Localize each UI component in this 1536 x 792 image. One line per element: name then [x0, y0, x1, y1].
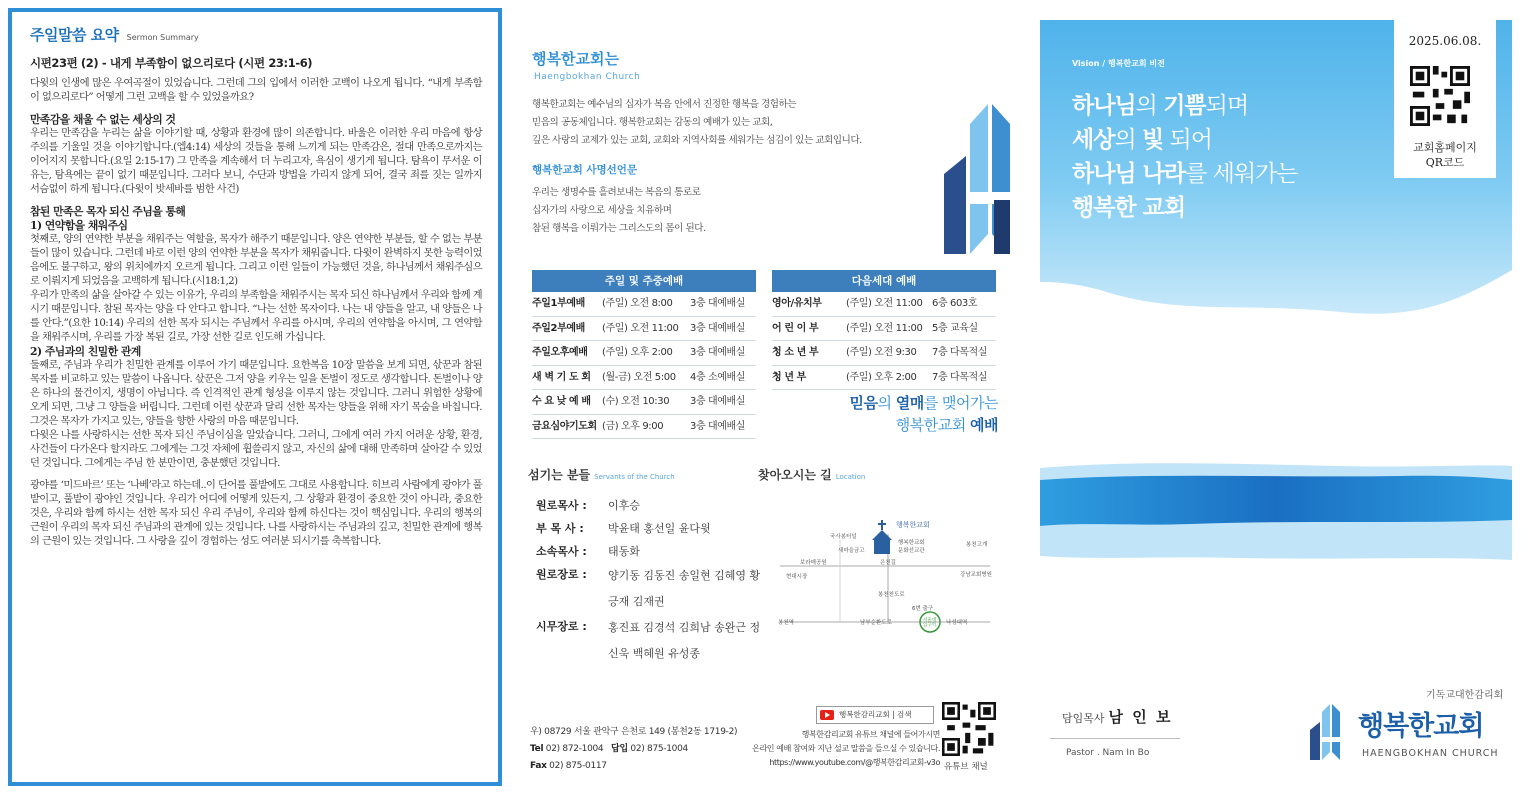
youtube-info: 행복한감리교회 유튜브 채널에 들어가시면 온라인 예배 참여와 지난 설교 말씀을 들으실 수 있습니다. https://www.youtube.com/@행복한감리교회-v3o [720, 728, 940, 770]
fax-line: Fax 02) 875-0117 [530, 761, 607, 771]
youtube-icon [820, 710, 834, 720]
homepage-qr-card[interactable] [1394, 20, 1496, 178]
church-logo-icon [1308, 704, 1352, 760]
table-row: 새 벽 기 도 회 (월-금) 오전 5:00 4층 소예배실 [532, 366, 756, 391]
sermon-header [30, 24, 482, 45]
denomination: 기독교대한감리회 [1426, 690, 1504, 701]
mission-statement [532, 184, 862, 238]
senior-pastor: 담임목사 남 인 보 [1062, 708, 1173, 726]
table-row: 주일2부예배 (주일) 오전 11:00 3층 대예배실 [532, 317, 756, 342]
church-logo-graphic [940, 104, 1020, 254]
staff-list [536, 494, 766, 667]
youtube-qr-caption: 유튜브 채널 [944, 762, 988, 772]
servants-title: 섬기는 분들 Servants of the Church [528, 468, 675, 482]
next-generation-header: 다음세대 예배 [772, 270, 996, 292]
sermon-heading-2: 참된 만족은 목자 되신 주님을 통해 [30, 205, 186, 218]
homepage-qr-caption: 교회홈페이지 QR코드 [1413, 141, 1477, 169]
map-label-station: 서울대입구역 [923, 618, 937, 628]
sermon-subtitle: Sermon Summary [126, 33, 199, 42]
map-label-church: 행복한교회 [896, 521, 930, 529]
table-row: 어 린 이 부 (주일) 오전 11:00 5층 교육실 [772, 317, 996, 342]
worship-schedule-table [532, 270, 756, 439]
map-label: 현대시장 [786, 574, 808, 580]
intro-line: 믿음의 공동체입니다. 행복한교회는 감동의 예배가 있는 교회, [532, 117, 773, 128]
sermon-reference: 시편23편 (2) - 내게 부족함이 없으리로다 (시편 23:1-6) [30, 56, 313, 70]
table-row: 청 소 년 부 (주일) 오전 9:30 7층 다목적실 [772, 341, 996, 366]
staff-row: 원로목사 : 이후승 [536, 499, 640, 512]
mission-line: 우리는 생명수를 흘려보내는 복음의 통로로 [532, 187, 701, 198]
info-brand: 행복한교회는 [532, 50, 619, 68]
church-intro [532, 96, 912, 150]
youtube-link[interactable]: https://www.youtube.com/@행복한감리교회-v3o [769, 758, 940, 767]
map-label: 문화선교관 [898, 548, 925, 554]
map-label: 새마을금고 [838, 548, 865, 554]
church-name: 행복한교회 [1358, 711, 1484, 742]
senior-pastor-english: Pastor . Nam In Bo [1066, 748, 1150, 758]
vision-line-2: 세상의 빛 되어 [1072, 127, 1212, 153]
vision-line-3: 하나님 나라를 세워가는 [1072, 161, 1298, 187]
sermon-heading-1: 만족감을 채울 수 없는 세상의 것 [30, 113, 176, 126]
worship-slogan: 믿음의 열매를 맺어가는 행복한교회 예배 [849, 394, 998, 434]
intro-line: 깊은 사랑의 교제가 있는 교회, 교회와 지역사회를 세워가는 섬김이 있는 교회입니다. [532, 135, 862, 146]
sermon-intro: 다윗의 인생에 많은 우여곡절이 있었습니다. 그런데 그의 입에서 이러한 고백이 나오게 됩니다. “내게 부족함이 없으리로다” 어떻게 그런 고백을 할 수 있었을까요? [30, 78, 482, 103]
table-row: 영아/유치부 (주일) 오전 11:00 6층 603호 [772, 292, 996, 317]
youtube-qr-code[interactable] [942, 702, 996, 756]
table-row: 수 요 낮 예 배 (수) 오전 10:30 3층 대예배실 [532, 390, 756, 415]
mission-line: 참된 행복을 이뤄가는 그리스도의 몸이 된다. [532, 223, 706, 234]
sermon-paragraph: 우리는 만족감을 누리는 삶을 이야기할 때, 상황과 환경에 많이 의존합니다. 바울은 이러한 우리 마음에 항상 주의를 기울일 것을 이야기합니다.(엡4:14) 세상의 것들을 통해 느끼게 되는 만족감은, 절대 만족으로까지는 이어지지 못합니다.(요일 2:15-17) 그 만족을 계속해서 더 누리고자, 욕심이 생기게 됩니다. 탐욕이 무서운 이유는, 탐욕에는 끝이 없기 때문입니다. 그러다 보니, 수단과 방법을 가리지 않게 되어, 결국 죄를 짓는 일까지 서슴없이 하게 됩니다.(다윗이 밧세바를 범한 사건) [30, 128, 482, 195]
map-label: 낙성대역 [946, 620, 968, 626]
staff-row: 원로장로 : 양기동 김동진 송일현 김혜영 황긍재 김재권 [536, 568, 761, 608]
sermon-paragraph: 둘째로, 주님과 우리가 친밀한 관계를 이루어 가기 때문입니다. 요한복음 10장 말씀을 보게 되면, 삯꾼과 참된 목자를 비교하고 있는 말씀이 나옵니다. 삯꾼은 그저 양을 키우는 일을 돈벌이 정도로 생각합니다. 돈벌이나 양은 하나의 물건이지, 생명이 아닙니다. 즉 인격적인 관계 형성을 이루지 않는 것입니다. 그러니 위험한 상황에 오게 되면, 그냥 그 양들을 버립니다. 그런데 이런 삯꾼과 달리 선한 목자는 양들을 위해 자기 목숨을 바칩니다. 그것은 목자가 가지고 있는, 양들을 향한 사랑의 마음 때문입니다. [30, 360, 482, 427]
homepage-qr-code[interactable] [1410, 66, 1470, 126]
sermon-subheading: 1) 연약함을 채워주심 [30, 219, 128, 232]
info-brand-english: Haengbokhan Church [534, 72, 641, 82]
vision-label: Vision / 행복한교회 비전 [1072, 59, 1165, 68]
next-generation-schedule-table [772, 270, 996, 390]
sermon-subheading: 2) 주님과의 친밀한 관계 [30, 345, 141, 358]
address: 우) 08729 서울 관악구 은천로 149 (봉천2동 1719-2) [530, 727, 738, 737]
table-row: 주일1부예배 (주일) 오전 8:00 3층 대예배실 [532, 292, 756, 317]
vision-line-1: 하나님의 기쁨되며 [1072, 93, 1249, 119]
staff-row: 부 목 사 : 박윤태 홍선일 윤다윗 [536, 522, 711, 535]
mission-line: 십자가의 사랑으로 세상을 치유하며 [532, 205, 672, 216]
phone-line: Tel 02) 872-1004 답입 02) 875-1004 [530, 744, 688, 754]
sermon-paragraph: 우리가 만족의 삶을 살아갈 수 있는 이유가, 우리의 부족함을 채워주시는 목자 되신 하나님께서 우리와 함께 계시기 때문입니다. 참된 목자는 양을 다 안다고 합니다. “나는 선한 목자이다. 나는 내 양들을 알고, 내 양들은 나를 안다.”(요한 10:14) 우리의 선한 목자 되시는 주님께서 우리를 아시며, 우리의 연약함을 아시며, 그 연약함을 채워주시며, 우리를 가장 복된 길로, 가장 선한 길로 인도해 가십니다. [30, 290, 482, 343]
sermon-paragraph: 첫째로, 양의 연약한 부분을 채워주는 역할을, 목자가 해주기 때문입니다. 양은 연약한 부분들, 할 수 없는 부분들이 많이 있습니다. 그런데 바로 이런 양의 연약한 부분을 목자가 채워줍니다. 다윗이 완벽하지 못한 능력이었음에도 불구하고, 왕의 위치에까지 오르게 됩니다. 그리고 이런 일들이 가능했던 것을, 하나님께서 채워주심으로 이뤄지게 되었음을 고백하게 됩니다.(시18:1,2) [30, 234, 482, 287]
sermon-title: 주일말씀 요약 [30, 26, 119, 44]
staff-row: 시무장로 : 홍진표 김경석 김희남 송완근 정신욱 백혜원 유성종 [536, 620, 761, 660]
church-info-panel [520, 20, 1020, 780]
contact-info [530, 724, 737, 775]
map-label: 보라매공원 [800, 560, 827, 566]
bulletin-date: 2025.06.08. [1408, 34, 1482, 48]
map-label: 봉천역 [778, 620, 794, 626]
vision-line-4: 행복한 교회 [1072, 195, 1186, 221]
map-label: 행복한교회 [898, 540, 925, 546]
sermon-paragraph: 다윗은 나를 사랑하시는 선한 목자 되신 주님이심을 알았습니다. 그러니, 그에게 여러 가지 어려운 상황, 환경, 사건들이 다가온다 할지라도 그에게는 그것 자체에 휩쓸리지 않고, 자신의 삶에 대해 만족하며 살아갈 수 있었던 것입니다. 그에게는 주님 한 분만이면, 충분했던 것입니다. [30, 430, 482, 469]
map-label: 봉천고개 [966, 542, 988, 548]
youtube-search-box[interactable]: 행복한감리교회 | 검색 [816, 706, 934, 724]
location-title: 찾아오시는 길 Location [758, 468, 866, 482]
sermon-summary-panel [8, 8, 502, 786]
location-map[interactable] [770, 510, 1000, 640]
divider [1050, 738, 1180, 739]
table-row: 주일오후예배 (주일) 오후 2:00 3층 대예배실 [532, 341, 756, 366]
staff-row: 소속목사 : 태동화 [536, 545, 640, 558]
map-label: 은천길 [880, 560, 896, 566]
table-row: 금요심야기도회 (금) 오후 9:00 3층 대예배실 [532, 415, 756, 440]
map-label: 남부순환도로 [860, 620, 892, 626]
intro-line: 행복한교회는 예수님의 십자가 복음 안에서 진정한 행복을 경험하는 [532, 99, 797, 110]
table-row: 청 년 부 (주일) 오후 2:00 7층 다목적실 [772, 366, 996, 391]
map-label: 봉천천도로 [878, 592, 905, 598]
map-label: 국사봉터널 [830, 534, 857, 540]
worship-schedule-header: 주일 및 주중예배 [532, 270, 756, 292]
cover-panel [1040, 20, 1512, 782]
sermon-paragraph: 광야를 ‘미드바르’ 또는 ‘나베’라고 하는데..이 단어를 풀밭에도 그대로 사용합니다. 히브리 사람에게 광야가 풀밭이고, 풀밭이 광야인 것입니다. 우리가 어디에 어떻게 있든지, 그 상황과 환경이 중요한 것이 아니라, 중요한 것은, 우리와 함께 하시는 선한 목자 되신 우리 주님이, 우리와 함께 하신다는 것이 핵심입니다. 우리의 행복의 근원이 우리의 목자 되신 주님과의 관계에 있는 것입니다. 나를 사랑하시는 주님과의 깊고, 친밀한 관계에 행복의 근원이 있는 것입니다. 그 사랑을 깊이 경험하는 성도 여러분 되시기를 축복합니다. [30, 480, 482, 547]
mission-title: 행복한교회 사명선언문 [532, 164, 638, 176]
map-label: 6번 출구 [912, 606, 934, 612]
map-label: 강남교회병원 [960, 572, 992, 578]
church-name-english: HAENGBOKHAN CHURCH [1362, 748, 1499, 759]
